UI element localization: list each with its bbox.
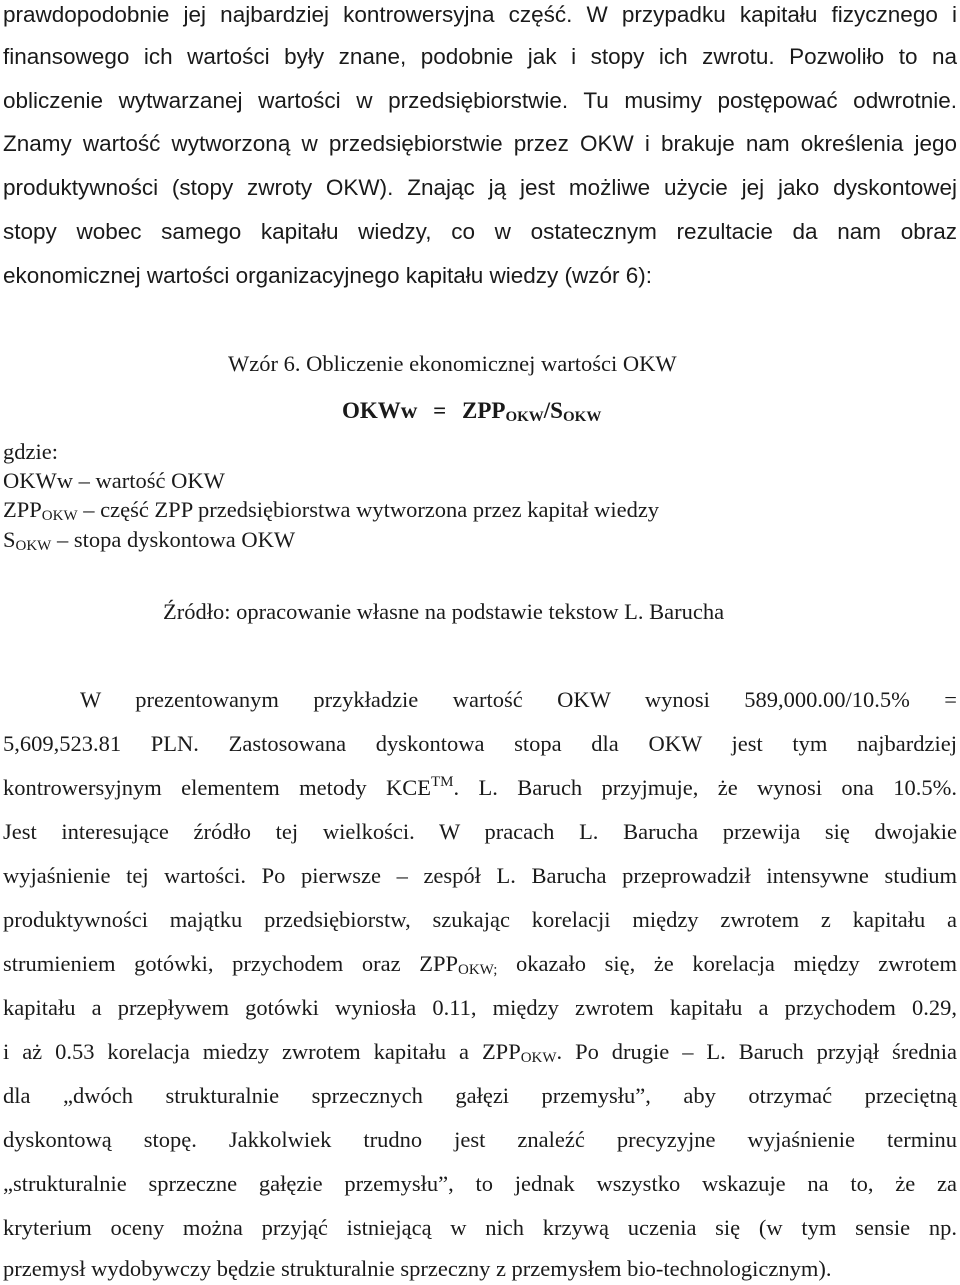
paragraph-1-line-7: ekonomicznej wartości organizacyjnego kapitału wiedzy (wzór 6): xyxy=(3,263,653,288)
formula-slash-s: /S xyxy=(543,398,563,423)
formula-equals: = xyxy=(433,398,447,423)
legend-heading: gdzie: xyxy=(3,439,58,464)
legend-zpp-text: – część ZPP przedsiębiorstwa wytworzona przez kapitał wiedzy xyxy=(77,497,660,522)
formula-lhs: OKWw xyxy=(342,398,418,423)
paragraph-2-line-1: W prezentowanym przykładzie wartość OKW wynosi 589,000.00/10.5% = xyxy=(80,687,957,712)
paragraph-2-line-9-subscript: OKW xyxy=(520,1050,557,1066)
paragraph-2-line-14: przemysł wydobywczy będzie strukturalnie sprzeczny z przemysłem bio-technologicznym). xyxy=(3,1256,832,1281)
paragraph-2-line-3-a: kontrowersyjnym elementem metody KCE xyxy=(3,775,431,800)
paragraph-2-line-12: „strukturalnie sprzeczne gałęzie przemysłu”, to jednak wszystko wskazuje na to, że za xyxy=(3,1171,957,1196)
paragraph-2-line-7-a: strumieniem gotówki, przychodem oraz ZPP xyxy=(3,951,458,976)
paragraph-1-line-2: finansowego ich wartości były znane, podobnie jak i stopy ich zwrotu. Pozwoliło to na xyxy=(3,44,957,69)
formula-s-subscript: OKW xyxy=(562,409,602,425)
paragraph-2-line-7-b: okazało się, że korelacja między zwrotem xyxy=(497,951,958,976)
paragraph-1-line-3: obliczenie wytwarzanej wartości w przedsiębiorstwie. Tu musimy postępować odwrotnie. xyxy=(3,88,957,113)
formula-equation xyxy=(342,396,601,426)
legend-item-zpp xyxy=(3,495,659,525)
paragraph-2-line-3 xyxy=(3,773,957,803)
paragraph-1-line-4: Znamy wartość wytworzoną w przedsiębiorstwie przez OKW i brakuje nam określenia jego xyxy=(3,131,957,156)
paragraph-2-line-9-a: i aż 0.53 korelacja miedzy zwrotem kapitału a ZPP xyxy=(3,1039,521,1064)
paragraph-2-line-2: 5,609,523.81 PLN. Zastosowana dyskontowa stopa dla OKW jest tym najbardziej xyxy=(3,731,957,756)
paragraph-1-line-1: prawdopodobnie jej najbardziej kontrowersyjna część. W przypadku kapitału fizycznego i xyxy=(3,2,957,27)
legend-item-okww: OKWw – wartość OKW xyxy=(3,468,225,493)
paragraph-2-line-13: kryterium oceny można przyjąć istniejącą w nich krzywą uczenia się (w tym sensie np. xyxy=(3,1215,957,1240)
paragraph-2-line-5: wyjaśnienie tej wartości. Po pierwsze – zespół L. Barucha przeprowadził intensywne studium xyxy=(3,863,957,888)
legend-item-s xyxy=(3,525,295,555)
formula-zpp-subscript: OKW xyxy=(505,409,544,425)
formula-zpp: ZPP xyxy=(462,398,506,423)
paragraph-2-line-11: dyskontową stopę. Jakkolwiek trudno jest znaleźć precyzyjne wyjaśnienie terminu xyxy=(3,1127,957,1152)
legend-zpp-subscript: OKW xyxy=(41,508,78,524)
legend-s-text: – stopa dyskontowa OKW xyxy=(51,527,296,552)
paragraph-2-line-7-subscript: OKW; xyxy=(457,962,498,978)
paragraph-2-line-8: kapitału a przepływem gotówki wyniosła 0.11, między zwrotem kapitału a przychodem 0.29, xyxy=(3,995,957,1020)
paragraph-2-line-3-b: . L. Baruch przyjmuje, że wynosi ona 10.5%. xyxy=(453,775,958,800)
paragraph-1-line-5: produktywności (stopy zwroty OKW). Znając ją jest możliwe użycie jej jako dyskontowej xyxy=(3,175,957,200)
source-note: Źródło: opracowanie własne na podstawie tekstow L. Barucha xyxy=(163,599,725,624)
legend-s-symbol: S xyxy=(3,527,16,552)
trademark-superscript: TM xyxy=(431,774,454,790)
legend-s-subscript: OKW xyxy=(15,538,52,554)
legend-zpp-symbol: ZPP xyxy=(3,497,42,522)
paragraph-2-line-7 xyxy=(3,949,957,979)
paragraph-2-line-9 xyxy=(3,1037,957,1067)
paragraph-1-line-6: stopy wobec samego kapitału wiedzy, co w ostatecznym rezultacie da nam obraz xyxy=(3,219,957,244)
paragraph-2-line-10: dla „dwóch strukturalnie sprzecznych gałęzi przemysłu”, aby otrzymać przeciętną xyxy=(3,1083,957,1108)
paragraph-2-line-4: Jest interesujące źródło tej wielkości. W pracach L. Barucha przewija się dwojakie xyxy=(3,819,957,844)
formula-title: Wzór 6. Obliczenie ekonomicznej wartości OKW xyxy=(228,351,677,376)
paragraph-2-line-6: produktywności majątku przedsiębiorstw, szukając korelacji między zwrotem z kapitału a xyxy=(3,907,957,932)
paragraph-2-line-9-b: . Po drugie – L. Baruch przyjął średnia xyxy=(556,1039,958,1064)
